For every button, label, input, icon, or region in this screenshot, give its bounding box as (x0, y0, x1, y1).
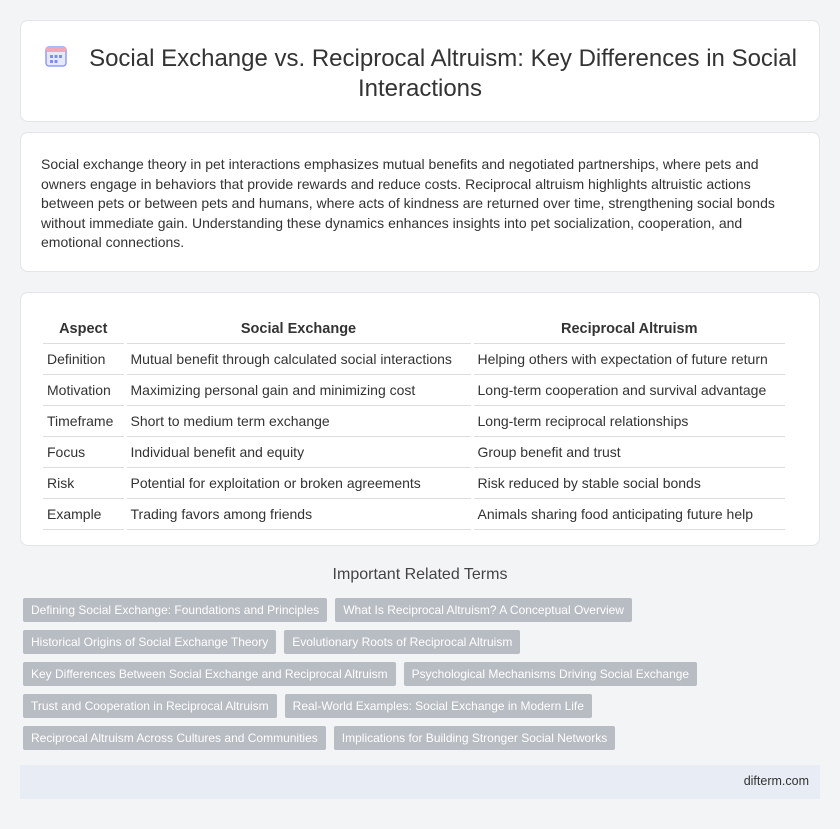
header-card (20, 20, 820, 122)
table-row (43, 343, 785, 374)
table-cell: Trading favors among friends (125, 498, 472, 529)
related-term-link[interactable]: Reciprocal Altruism Across Cultures and Communities (23, 726, 326, 750)
table-cell: Motivation (43, 374, 125, 405)
related-term-link[interactable]: Key Differences Between Social Exchange and Reciprocal Altruism (23, 662, 396, 686)
related-term-link[interactable]: Defining Social Exchange: Foundations and Principles (23, 598, 327, 622)
table-cell: Potential for exploitation or broken agreements (125, 467, 472, 498)
calendar-icon (43, 43, 69, 69)
related-term-link[interactable]: Evolutionary Roots of Reciprocal Altruism (284, 630, 520, 654)
related-term-link[interactable]: Trust and Cooperation in Reciprocal Altruism (23, 694, 277, 718)
page-title: Social Exchange vs. Reciprocal Altruism: Key Differences in Social Interactions (89, 45, 797, 102)
table-header-row (43, 315, 785, 343)
table-row (43, 467, 785, 498)
table-cell: Individual benefit and equity (125, 436, 472, 467)
related-term-link[interactable]: What Is Reciprocal Altruism? A Conceptual Overview (335, 598, 632, 622)
related-tags-row (23, 630, 520, 654)
related-tags-row (23, 726, 615, 750)
column-header-reciprocal-altruism: Reciprocal Altruism (472, 315, 785, 343)
intro-text: Social exchange theory in pet interactions emphasizes mutual benefits and negotiated partnerships, where pets and owners engage in behaviors that provide rewards and reduce costs. Reciprocal altruism highlights altruistic actions between pets or between pets and humans, where acts of kindness are returned over time, strengthening social bonds without immediate gain. Understanding these dynamics enhances insights into pet socialization, cooperation, and emotional connections. (41, 156, 775, 251)
related-term-link[interactable]: Implications for Building Stronger Social Networks (334, 726, 615, 750)
related-term-link[interactable]: Psychological Mechanisms Driving Social Exchange (404, 662, 697, 686)
related-terms-heading: Important Related Terms (332, 566, 508, 583)
table-cell: Long-term reciprocal relationships (472, 405, 785, 436)
table-row (43, 436, 785, 467)
related-tags-row (23, 662, 697, 686)
table-cell: Risk (43, 467, 125, 498)
table-cell: Example (43, 498, 125, 529)
comparison-table-card (20, 292, 820, 546)
table-cell: Short to medium term exchange (125, 405, 472, 436)
table-cell: Risk reduced by stable social bonds (472, 467, 785, 498)
related-term-link[interactable]: Real-World Examples: Social Exchange in Modern Life (285, 694, 592, 718)
table-cell: Helping others with expectation of future return (472, 343, 785, 374)
intro-card (20, 132, 820, 272)
table-cell: Group benefit and trust (472, 436, 785, 467)
table-cell: Long-term cooperation and survival advantage (472, 374, 785, 405)
column-header-aspect: Aspect (43, 315, 125, 343)
column-header-social-exchange: Social Exchange (125, 315, 472, 343)
table-cell: Focus (43, 436, 125, 467)
related-tags-row (23, 694, 592, 718)
table-row (43, 405, 785, 436)
table-cell: Definition (43, 343, 125, 374)
table-cell: Maximizing personal gain and minimizing cost (125, 374, 472, 405)
page-title-wrap (21, 43, 819, 104)
footer-site-link[interactable]: difterm.com (743, 774, 809, 788)
table-cell: Mutual benefit through calculated social interactions (125, 343, 472, 374)
related-tags-row (23, 598, 632, 622)
table-cell: Animals sharing food anticipating future help (472, 498, 785, 529)
footer-bar (20, 765, 820, 799)
table-row (43, 374, 785, 405)
table-row (43, 498, 785, 529)
related-term-link[interactable]: Historical Origins of Social Exchange Theory (23, 630, 276, 654)
comparison-table (43, 315, 785, 530)
table-cell: Timeframe (43, 405, 125, 436)
